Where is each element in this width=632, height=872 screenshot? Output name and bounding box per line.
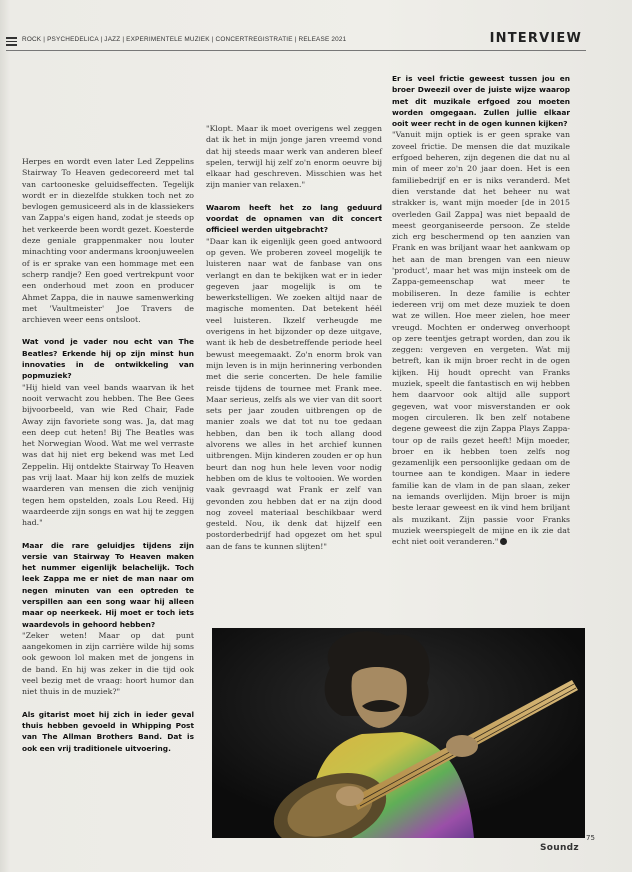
end-mark-icon	[500, 538, 507, 545]
answer-stairway: "Zeker weten! Maar op dat punt aangekomen in zijn carrière wilde hij soms ook gewoon lol maken met de jongens in de band. En hij was zeker in die tijd ook veel bezig met de vraag: hoort humor dan niet thuis in de muziek?"	[22, 630, 194, 697]
column-2	[206, 123, 382, 552]
intro-paragraph: Herpes en wordt even later Led Zeppelins Stairway To Heaven gedecoreerd met tal van cartooneske geluidseffecten. Tegelijk wordt er in diezelfde stukken toch net zo bevlogen gemusiceerd als in de klassiekers van Zappa's eigen hand, zodat je steeds op het verkeerde been wordt gezet. Koesterde deze geniale grappenmaker nou louter minachting voor andermans kroonjuweelen of is er sprake van een hommage met een scherp randje? Een goed vertrekpunt voor een onderhoud met zoon en producer Ahmet Zappa, die in nauwe samenwerking met 'Vaultmeister' Joe Travers de archieven weer eens ontsloot.	[22, 157, 194, 325]
answer-dweezil	[392, 129, 570, 547]
column-1	[22, 156, 194, 754]
header-categories: ROCK | PSYCHEDELICA | JAZZ | EXPERIMENTELE MUZIEK | CONCERTREGISTRATIE | RELEASE 2021	[22, 36, 347, 43]
question-release-delay: Waarom heeft het zo lang geduurd voordat de opnamen van dit concert officieel werden uitgebracht?	[206, 202, 382, 235]
page-number: 75	[586, 834, 595, 842]
question-dweezil: Er is veel frictie geweest tussen jou en broer Dweezil over de juiste wijze waarop met dit muzikale erfgoed zou moeten worden omgegaan. Zullen jullie elkaar ooit weer recht in de ogen kunnen kijken?	[392, 74, 570, 129]
menu-lines-icon	[6, 37, 17, 46]
question-stairway: Maar die rare geluidjes tijdens zijn versie van Stairway To Heaven maken het nummer eigenlijk belachelijk. Toch leek Zappa me er niet de man naar om negen minuten van een optreden te verspillen aan een song waar hij alleen maar op neerkeek. Hij moet er toch iets waardevols in gehoord hebben?	[22, 540, 194, 629]
concert-photo	[212, 628, 585, 838]
question-beatles: Wat vond je vader nou echt van The Beatles? Erkende hij op zijn minst hun innovaties in de ontwikkeling van popmuziek?	[22, 337, 194, 381]
answer-dweezil-text: "Vanuit mijn optiek is er geen sprake van zoveel frictie. De mensen die dat muzikale erfgoed beheren, zijn degenen die dat nu al min of meer zo'n 20 jaar doen. Het is een familiebedrijf en er is niks veranderd. Met dien verstande dat het beheer nu wat strakker is, want mijn moeder [de in 2015 overleden Gail Zappa] was niet bepaald de meest georganiseerde persoon. Ze stelde zich erg beschermend op ten aanzien van Frank en was briljant waar het aankwam op het aan de man brengen van een nieuw 'product', maar het was mijn insteek om de Zappa-gemeenschap wat meer te mobiliseren. In deze familie is echter iedereen vrij om met deze muziek te doen wat ze willen. Hoe meer zielen, hoe meer vreugd. Mochten er onderweg onverhoopt op zere teentjes getrapt worden, dan zou ik zeggen: vergeven en vergeten. Wat mij betreft, kan ik mijn broer recht in de ogen kijken. Hij houdt oprecht van Franks muziek, speelt die fantastisch en wij hebben hem daarvoor ook altijd alle support gegeven, wat voor misverstanden er ook mogen circuleren. Ik ben zelf notabene degene geweest die zijn Zappa Plays Zappa-tour op de rails gezet heeft! Mijn moeder, broer en ik hebben toen zelfs nog gezamenlijk een persoonlijke gedaan om de tournee aan te kondigen. Maar in iedere familie kan de vlam in de pan slaan, zeker na iemands overlijden. Mijn broer is mijn beste leraar geweest en ik vind hem briljant als muzikant. Zijn passie voor Franks muziek weerspiegelt de mijne en ik zie dat echt niet ooit veranderen."	[392, 130, 570, 547]
section-title: INTERVIEW	[489, 31, 582, 46]
magazine-brand: Soundz	[540, 843, 579, 853]
page-header	[6, 31, 586, 51]
answer-beatles: "Hij hield van veel bands waarvan ik het nooit verwacht zou hebben. The Bee Gees bijvoorbeeld, van wie Red Chair, Fade Away zijn favoriete song was. Ja, dat mag een deep cut heten! Bij The Beatles was het Norwegian Wood. Wat me wel verraste was dat hij niet erg bekend was met Led Zeppelin. Hij ontdekte Stairway To Heaven pas vrij laat. Maar hij kon zelfs de muziek waarderen van mensen die zich venijnig tegen hem opstelden, zoals Lou Reed. Hij waardeerde zijn songs en wat hij te zeggen had."	[22, 382, 194, 528]
question-whipping-post: Als gitarist moet hij zich in ieder geval thuis hebben gevoeld in Whipping Post van The Allman Brothers Band. Dat is ook een vrij traditionele uitvoering.	[22, 709, 194, 753]
column-3	[392, 73, 570, 547]
guitarist-illustration	[212, 628, 585, 838]
answer-whipping-post: "Klopt. Maar ik moet overigens wel zeggen dat ik het in mijn jonge jaren vreemd vond dat hij steeds maar werk van anderen bleef spelen, terwijl hij zelf zo'n enorm oeuvre bij elkaar had geschreven. Misschien was het zijn manier van relaxen."	[206, 124, 382, 190]
answer-release-delay: "Daar kan ik eigenlijk geen goed antwoord op geven. We proberen zoveel mogelijk te luisteren naar wat de fanbase van ons verlangt en dan te bekijken wat er in ieder gegeven jaar mogelijk is om te bewerkstelligen. We zoeken altijd naar de magische momenten. Dat betekent héél veel luisteren. Ikzelf verheugde me overigens in het bijzonder op deze uitgave, want ik heb de desbetreffende periode heel bewust meegemaakt. Zo'n enorm brok van mijn leven is in mijn herinnering verbonden met die serie concerten. De hele familie reisde tijdens de tournee met Frank mee. Maar serieus, zelfs als we vier van dit soort sets per jaar zouden uitbrengen op de manier zoals we dat tot nu toe gedaan hebben, dan ben ik toch allang dood alvorens we alles in het archief kunnen uitbrengen. Mijn kinderen zouden er op hun beurt dan nog hun hele leven voor nodig hebben om de klus te voltooien. We worden vaak gevraagd wat Frank er zelf van gevonden zou hebben dat er na zijn dood nog zoveel materiaal beschikbaar werd gesteld. Nou, ik denk dat hijzelf een postorderbedrijf had opgezet om het spul aan de fans te kunnen slijten!"	[206, 236, 382, 551]
